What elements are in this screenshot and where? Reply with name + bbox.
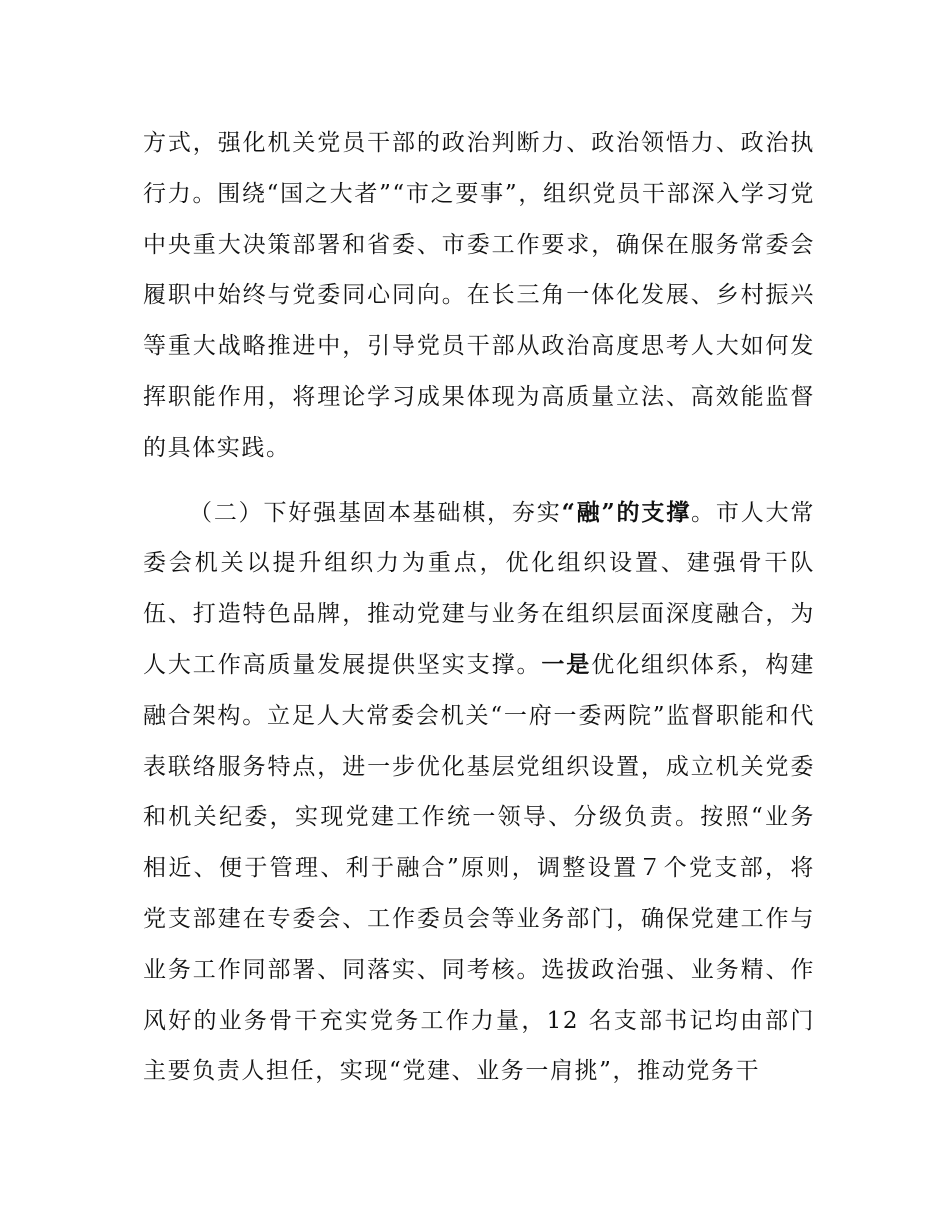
point-one-text: 优化组织体系，构建融合架构。立足人大常委会机关“一府一委两院”监督职能和代表联络服务特点，进一步优化基层党组织设置，成立机关党委和机关纪委，实现党建工作统一领导、分级负责。按照“业务相近、便于管理、利于融合”原则，调整设置７个党支部，将党支部建在专委会、工作委员会等业务部门，确保党建工作与业务工作同部署、同落实、同考核。选拔政治强、业务精、作风好的业务骨干充实党务工作力量，12 名支部书记均由部门主要负责人担任，实现“党建、业务一肩挑”，推动党务干 (143, 651, 815, 1085)
section-heading-emphasis: “融”的支撑 (561, 498, 692, 526)
section-intro-text: 。市人大常委会机关以提升组织力为重点，优化组织设置、建强骨干队伍、打造特色品牌，推动党建与业务在组织层面深度融合，为人大工作高质量发展提供坚实支撑。 (143, 499, 815, 678)
document-page (143, 118, 815, 1097)
paragraph-political-study: 方式，强化机关党员干部的政治判断力、政治领悟力、政治执行力。围绕“国之大者”“市之要事”，组织党员干部深入学习党中央重大决策部署和省委、市委工作要求，确保在服务常委会履职中始终与党委同心同向。在长三角一体化发展、乡村振兴等重大战略推进中，引导党员干部从政治高度思考人大如何发挥职能作用，将理论学习成果体现为高质量立法、高效能监督的具体实践。 (143, 130, 815, 461)
section-heading-prefix: （二）下好强基固本基础棋，夯实 (189, 499, 562, 526)
point-one-label: 一是 (541, 650, 592, 678)
paragraph-organization-foundation (143, 488, 815, 1098)
